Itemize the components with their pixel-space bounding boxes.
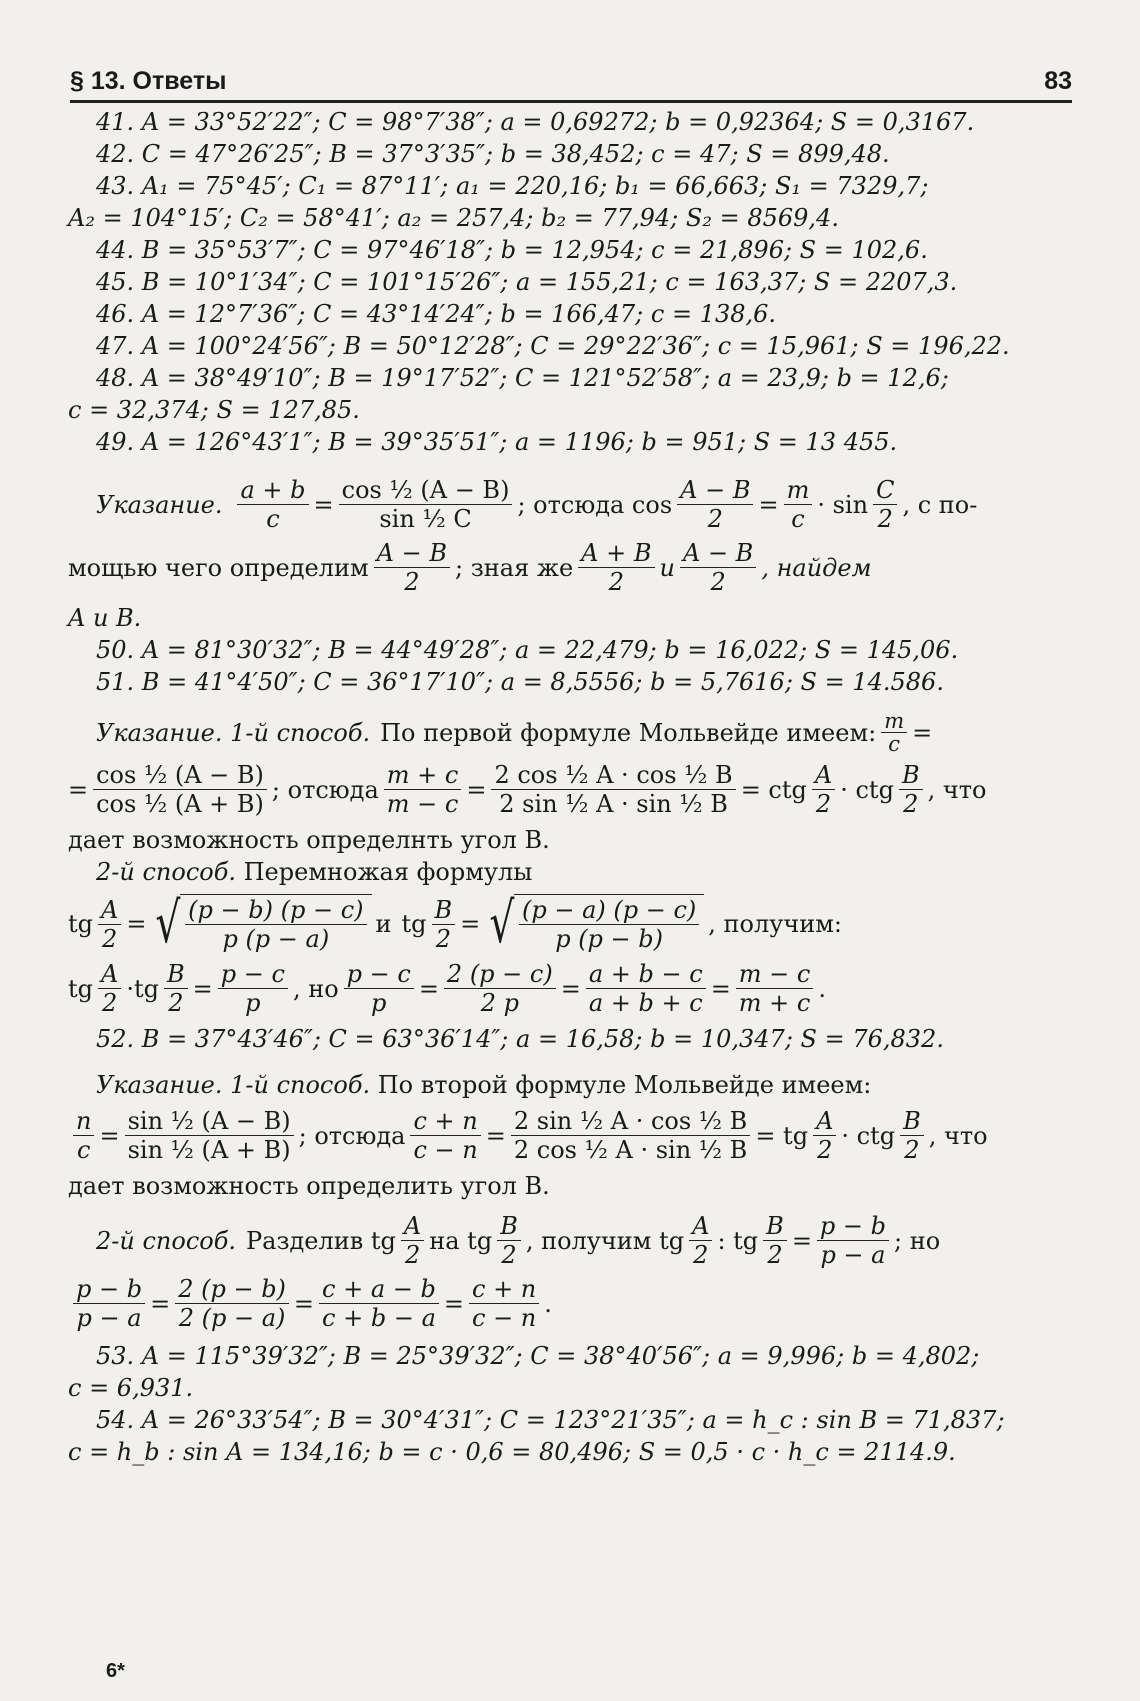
answer-50: 50. A = 81°30′32″; B = 44°49′28″; a = 22,479; b = 16,022; S = 145,06. [96,636,959,664]
fraction: $\frac{2 (p - b)}{2 (p - a)}$ [175,1275,289,1332]
fraction: $\frac{B}{2}$ [497,1212,521,1269]
hint-49-line2: мощью чего определим $\frac{A - B}{2}$ ; зная же $\frac{A + B}{2}$ и $\frac{A - B}{2}$ , найдем [68,539,872,596]
fraction: $\frac{p - c}{p}$ [344,960,414,1017]
answer-42: 42. C = 47°26′25″; B = 37°3′35″; b = 38,452; c = 47; S = 899,48. [96,140,890,168]
fraction: $\frac{B}{2}$ [900,1107,924,1164]
answer-51: 51. B = 41°4′50″; C = 36°17′10″; a = 8,5556; b = 5,7616; S = 14.586. [96,668,944,696]
hint-52-intro: Указание. 1-й способ. По второй формуле Мольвейде имеем: [96,1071,872,1099]
fraction: $\frac{A}{2}$ [98,960,121,1017]
answer-53-line1: 53. A = 115°39′32″; B = 25°39′32″; C = 38°40′56″; a = 9,996; b = 4,802; [96,1342,980,1370]
fraction: $\frac{A}{2}$ [813,1107,836,1164]
answer-54-line2: c = h_b : sin A = 134,16; b = c · 0,6 = 80,496; S = 0,5 · c · h_c = 2114.9. [68,1438,956,1466]
answer-53-line2: c = 6,931. [68,1374,194,1402]
signature-mark: 6* [106,1660,125,1682]
hint-label: Указание. [96,490,223,519]
hint-49-line3: A и B. [68,604,142,632]
fraction: $\frac{c + n}{c - n}$ [410,1107,480,1164]
fraction: $\frac{m - c}{m + c}$ [736,960,814,1017]
answer-48-line2: c = 32,374; S = 127,85. [68,396,360,424]
fraction: $\frac{c + n}{c - n}$ [469,1275,539,1332]
hint-label: Указание. 1-й способ. [96,718,371,747]
fraction: $\frac{n}{c}$ [73,1107,94,1164]
fraction: $\frac{A + B}{2}$ [578,539,654,596]
hint-51-product: tg $\frac{A}{2}$ · tg $\frac{B}{2}$ = $\frac{p - c}{p}$ , но $\frac{p - c}{p}$ = $\frac{2 (p - c)}{2 p}$ = $\frac{a + b - c}{a + b + c}$ = $\frac{m - c}{m + c}$ . [68,960,827,1017]
answers-content [68,106,1070,1468]
fraction: $\frac{C}{2}$ [873,476,897,533]
answer-44: 44. B = 35°53′7″; C = 97°46′18″; b = 12,954; c = 21,896; S = 102,6. [96,236,928,264]
section-title: § 13. Ответы [70,67,227,95]
fraction: $\frac{\text{sin ½ (A − B)}}{\text{sin ½ (A + B)}}$ [125,1107,294,1164]
fraction: $\frac{\text{cos ½ (A − B)}}{\text{sin ½ C}}$ [339,476,513,533]
fraction: $\frac{A - B}{2}$ [680,539,756,596]
hint-52-formula: $\frac{n}{c}$ = $\frac{\text{sin ½ (A − B)}}{\text{sin ½ (A + B)}}$ ; отсюда $\frac{c + n}{c - n}$ = $\frac{\text{2 sin ½ A · cos ½ B}}{\text{2 cos ½ A · sin ½ B}}$ = tg $\frac{A}{2}$ · ctg $\frac{B}{2}$ , что [68,1107,1070,1164]
hint-49-formula: Указание. $\frac{a + b}{c}$ = $\frac{\text{cos ½ (A − B)}}{\text{sin ½ C}}$ ; отсюда cos $\frac{A - B}{2}$ = $\frac{m}{c}$ · sin $\frac{C}{2}$ , с по- [96,476,978,533]
answer-47: 47. A = 100°24′56″; B = 50°12′28″; C = 29°22′36″; c = 15,961; S = 196,22. [96,332,1010,360]
fraction: $\frac{m}{c}$ [881,710,907,755]
hint-51-formula: = $\frac{\text{cos ½ (A − B)}}{\text{cos ½ (A + B)}}$ ; отсюда $\frac{m + c}{m - c}$ = $\frac{\text{2 cos ½ A · cos ½ B}}{\text{2 sin ½ A · sin ½ B}}$ = ctg $\frac{A}{2}$ · ctg $\frac{B}{2}$ , что [68,761,987,818]
hint-52-line2: дает возможность определить угол B. [68,1172,550,1200]
answer-41: 41. A = 33°52′22″; C = 98°7′38″; a = 0,69272; b = 0,92364; S = 0,3167. [96,108,975,136]
answer-52: 52. B = 37°43′46″; C = 63°36′14″; a = 16,58; b = 10,347; S = 76,832. [96,1025,944,1053]
answer-48-line1: 48. A = 38°49′10″; B = 19°17′52″; C = 121°52′58″; a = 23,9; b = 12,6; [96,364,949,392]
answer-54-line1: 54. A = 26°33′54″; B = 30°4′31″; C = 123°21′35″; a = h_c : sin B = 71,837; [96,1406,1005,1434]
answer-49: 49. A = 126°43′1″; B = 39°35′51″; a = 1196; b = 951; S = 13 455. [96,428,898,456]
fraction: $\frac{B}{2}$ [899,761,923,818]
fraction: $\frac{(p - b) (p - c)}{p (p - a)}$ [185,896,366,953]
hint-52-method2: 2-й способ. Разделив tg $\frac{A}{2}$ на tg $\frac{B}{2}$ , получим tg $\frac{A}{2}$ : tg $\frac{B}{2}$ = $\frac{p - b}{p - a}$ ; но [96,1212,941,1269]
fraction: $\frac{m}{c}$ [784,476,813,533]
fraction: $\frac{A - B}{2}$ [374,539,450,596]
hint-51-sqrt-formulas: tg $\frac{A}{2}$ = √ $\frac{(p - b) (p - c)}{p (p - a)}$ и tg $\frac{B}{2}$ = √ $\frac{(p - a) (p - c)}{p (p - b)}$ , получим: [68,891,842,956]
fraction: $\frac{p - b}{p - a}$ [817,1212,889,1269]
fraction: $\frac{a + b - c}{a + b + c}$ [586,960,706,1017]
fraction: $\frac{B}{2}$ [432,896,456,953]
fraction: $\frac{p - b}{p - a}$ [73,1275,145,1332]
answer-45: 45. B = 10°1′34″; C = 101°15′26″; a = 155,21; c = 163,37; S = 2207,3. [96,268,958,296]
fraction: $\frac{a + b}{c}$ [237,476,308,533]
fraction: $\frac{A}{2}$ [401,1212,424,1269]
hint-52-chain: $\frac{p - b}{p - a}$ = $\frac{2 (p - b)}{2 (p - a)}$ = $\frac{c + a - b}{c + b - a}$ = $\frac{c + n}{c - n}$ . [68,1275,1070,1332]
answer-43-line1: 43. A₁ = 75°45′; C₁ = 87°11′; a₁ = 220,16; b₁ = 66,663; S₁ = 7329,7; [96,172,929,200]
fraction: $\frac{\text{2 sin ½ A · cos ½ B}}{\text{2 cos ½ A · sin ½ B}}$ [511,1107,750,1164]
fraction: $\frac{2 (p - c)}{2 p}$ [444,960,556,1017]
fraction: $\frac{(p - a) (p - c)}{p (p - b)}$ [519,896,699,953]
fraction: $\frac{m + c}{m - c}$ [384,761,462,818]
hint-51-method2: 2-й способ. Перемножая формулы [96,858,533,886]
fraction: $\frac{A - B}{2}$ [677,476,753,533]
fraction: $\frac{\text{2 cos ½ A · cos ½ B}}{\text{2 sin ½ A · sin ½ B}}$ [491,761,735,818]
square-root: √ $\frac{(p - b) (p - c)}{p (p - a)}$ [150,894,371,954]
hint-label: Указание. 1-й способ. [96,1071,371,1099]
fraction: $\frac{A}{2}$ [689,1212,712,1269]
answer-46: 46. A = 12°7′36″; C = 43°14′24″; b = 166,47; c = 138,6. [96,300,777,328]
fraction: $\frac{c + a - b}{c + b - a}$ [319,1275,439,1332]
fraction: $\frac{B}{2}$ [763,1212,787,1269]
fraction: $\frac{\text{cos ½ (A − B)}}{\text{cos ½ (A + B)}}$ [93,761,267,818]
square-root: √ $\frac{(p - a) (p - c)}{p (p - b)}$ [484,894,704,954]
fraction: $\frac{B}{2}$ [164,960,188,1017]
page-header [70,56,1072,103]
hint-51-line3: дает возможность определнть угол B. [68,826,550,854]
fraction: $\frac{A}{2}$ [812,761,835,818]
answer-43-line2: A₂ = 104°15′; C₂ = 58°41′; a₂ = 257,4; b₂ = 77,94; S₂ = 8569,4. [68,204,839,232]
fraction: $\frac{A}{2}$ [98,896,121,953]
page-number: 83 [1044,67,1072,95]
fraction: $\frac{p - c}{p}$ [218,960,288,1017]
hint-51-intro: Указание. 1-й способ. По первой формуле Мольвейде имеем: $\frac{m}{c}$ = [96,709,933,756]
